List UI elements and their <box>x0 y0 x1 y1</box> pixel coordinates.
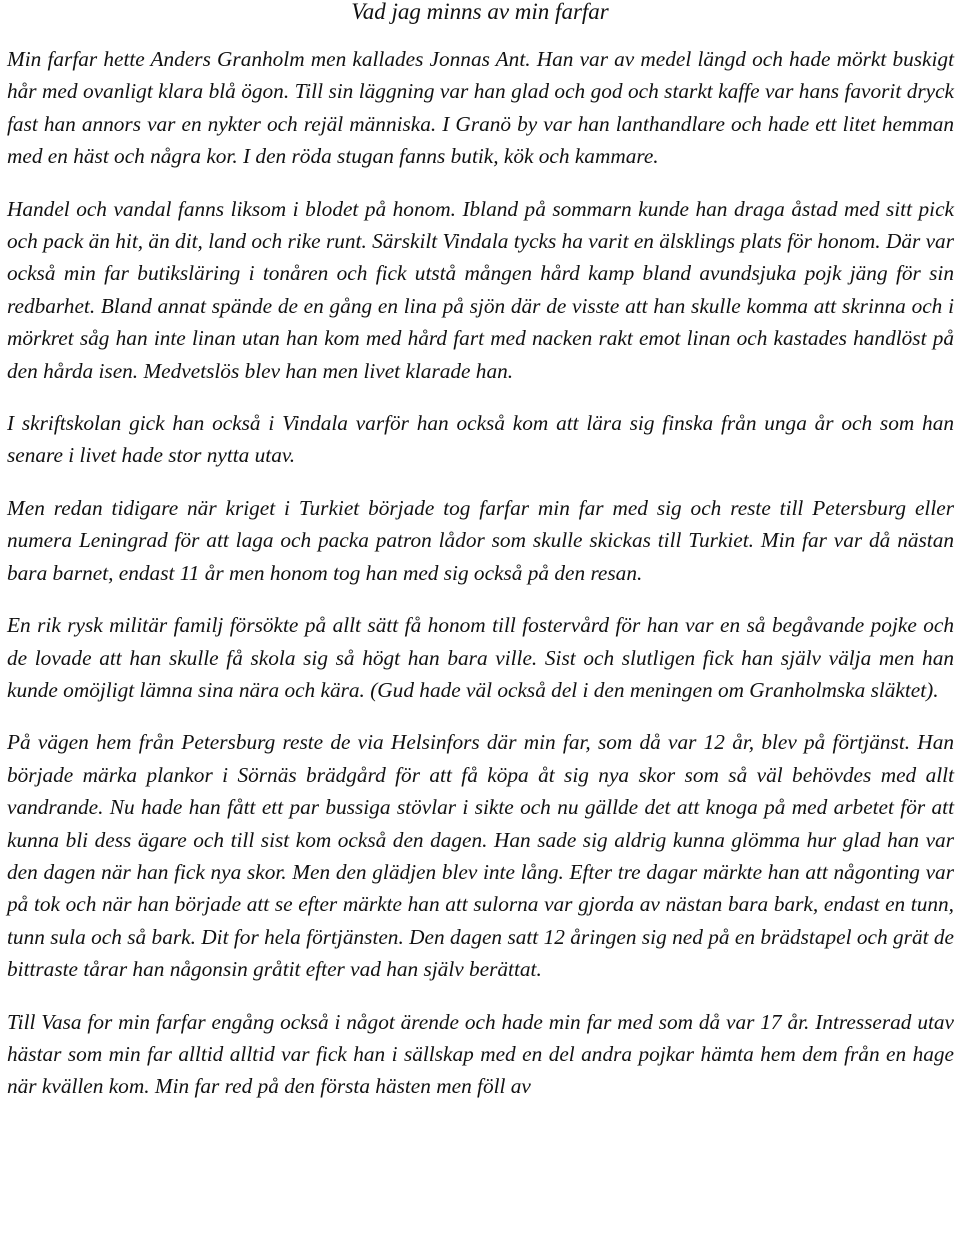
paragraph-3: I skriftskolan gick han också i Vindala varför han också kom att lära sig finska från unga år och som han senare i livet hade stor nytta utav. <box>7 411 954 468</box>
paragraph-7: Till Vasa for min farfar engång också i något ärende och hade min far med som då var 17 år. Intresserad utav hästar som min far alltid alltid var fick han i sällskap med en del andra pojkar hämta hem dem från en hage när kvällen kom. Min far red på den första hästen men föll av <box>7 1009 954 1099</box>
paragraph-2: Handel och vandal fanns liksom i blodet på honom. Ibland på sommarn kunde han draga åstad med sitt pick och pack än hit, än dit, land och rike runt. Särskilt Vindala tycks ha varit en älsklings plats för honom. Där var också min far butiksläring i tonåren och fick utstå mången hård kamp bland avundsjuka pojk jäng för sin redbarhet. Bland annat spände de en gång en lina på sjön där de visste att han skulle komma att skrinna och i mörkret såg han inte linan utan han kom med hård fart med nacken rakt emot linan och kastades handlöst på den hårda isen. Medvetslös blev han men livet klarade han. <box>7 196 954 383</box>
paragraph-6: På vägen hem från Petersburg reste de via Helsinfors där min far, som då var 12 år, blev på förtjänst. Han började märka plankor i Sörnäs brädgård för att få köpa åt sig nya skor som så väl behövdes med allt vandrande. Nu hade han fått ett par bussiga stövlar i sikte och nu gällde det att knoga på med arbetet för att kunna bli dess ägare och till sist kom också den dagen. Han sade sig aldrig kunna glömma hur glad han var den dagen när han fick nya skor. Men den glädjen blev inte lång. Efter tre dagar märkte han att någonting var på tok och när han började att se efter märkte han att sulorna var gjorda av nästan bara bark, endast en tunn, tunn sula och så bark. Dit for hela förtjänsten. Den dagen satt 12 åringen sig ned på en brädstapel och grät de bittraste tårar han någonsin gråtit efter vad han själv berättat. <box>7 730 954 982</box>
paragraph-5: En rik rysk militär familj försökte på allt sätt få honom till fostervård för han var en så begåvande pojke och de lovade att han skulle få skola sig så högt han bara ville. Sist och slutligen fick han själv välja men han kunde omöjligt lämna sina nära och kära. (Gud hade väl också del i den meningen om Granholmska släktet). <box>7 613 954 702</box>
paragraph-4: Men redan tidigare när kriget i Turkiet började tog farfar min far med sig och reste till Petersburg eller numera Leningrad för att laga och packa patron lådor som skulle skickas till Turkiet. Min far var då nästan bara barnet, endast 11 år men honom tog han med sig också på den resan. <box>7 495 954 585</box>
paragraph-1: Min farfar hette Anders Granholm men kallades Jonnas Ant. Han var av medel längd och hade mörkt buskigt hår med ovanligt klara blå ögon. Till sin läggning var han glad och god och starkt kaffe var hans favorit dryck fast han annors var en nykter och rejäl människa. I Granö by var han lanthandlare och hade ett litet hemman med en häst och några kor. I den röda stugan fanns butik, kök och kammare. <box>7 47 954 169</box>
document-title: Vad jag minns av min farfar <box>351 0 609 24</box>
document-body <box>7 43 954 1103</box>
